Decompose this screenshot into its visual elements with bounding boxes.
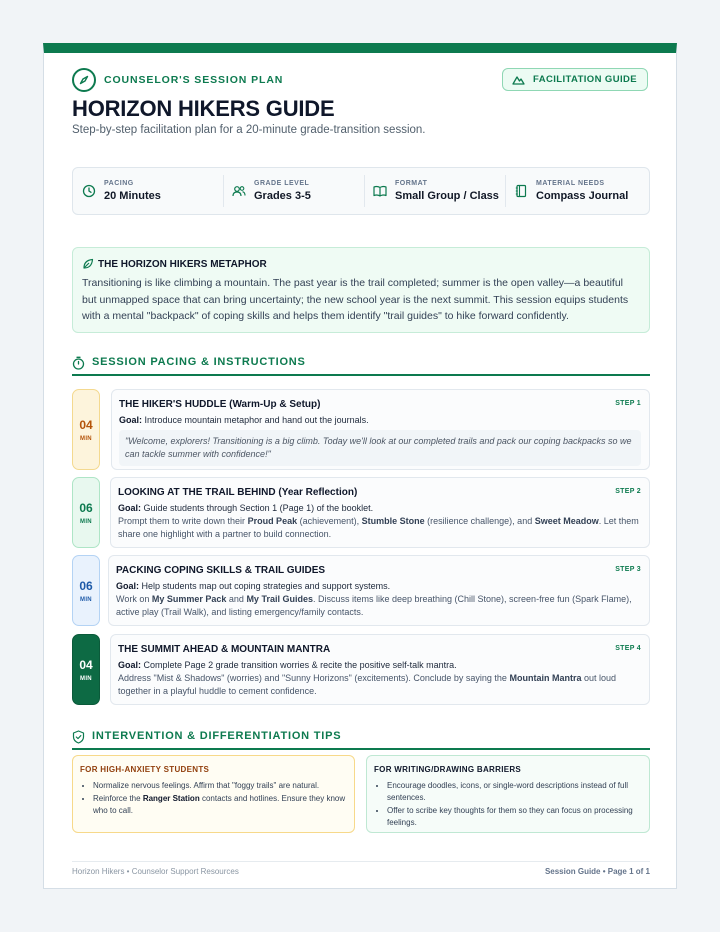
page-subtitle: Step-by-step facilitation plan for a 20-minute grade-transition session. [72,124,426,136]
facilitation-guide-badge [502,68,648,91]
notebook-icon [514,184,528,198]
compass-logo-icon [72,68,96,92]
goal-label: Goal: [118,660,142,670]
step-1 [72,389,650,470]
stat-label: FORMAT [395,180,428,187]
step-tag: STEP 4 [615,645,641,652]
tip-text: Reinforce the [93,794,143,803]
step-card [111,389,650,470]
goal-label: Goal: [116,581,140,591]
step-title: THE HIKER'S HUDDLE (Warm-Up & Setup) [119,399,321,410]
stat-label: MATERIAL NEEDS [536,180,605,187]
metaphor-text: Transitioning is like climbing a mountain. The past year is the trail completed; summer is the open valley—a beautiful but unmapped space that can bring uncertainty; the new school year is the next summit. This session equips students with a mental "backpack" of coping skills and helps them identify "trail guides" to hike forward confidently. [82,277,629,322]
clock-icon [82,184,96,198]
stat-value: Grades 3-5 [254,190,311,202]
stat-format [364,168,505,214]
stat-value: Small Group / Class [395,190,499,202]
step-minutes-label: MIN [80,518,92,525]
body-text: . Let them share one highlight with a partner to build connection. [118,516,639,539]
step-card [110,477,650,548]
stat-material-needs [505,168,649,214]
section-title: SESSION PACING & INSTRUCTIONS [92,356,306,368]
step-minutes: 04 [79,417,93,432]
step-tag: STEP 3 [615,566,641,573]
metaphor-heading [82,258,639,270]
step-4 [72,634,650,705]
step-card [108,555,650,626]
tips-section-heading [72,730,650,750]
step-minutes-label: MIN [80,675,92,682]
step-tag: STEP 1 [615,400,641,407]
step-minutes: 04 [79,657,93,672]
body-text: Address "Mist & Shadows" (worries) and "Sunny Horizons" (excitements). Conclude by saying the [118,673,510,683]
tip-item: • Offer to scribe key thoughts for them so they can focus on processing feelings. [387,805,641,829]
step-duration-badge [72,555,100,626]
step-minutes-label: MIN [80,596,92,603]
goal-text: Complete Page 2 grade transition worries & recite the positive self-talk mantra. [143,660,457,670]
tip-emphasis: Ranger Station [142,794,200,803]
stopwatch-icon [72,356,85,370]
tip-item [93,793,346,817]
step-minutes: 06 [79,500,93,515]
step-title: PACKING COPING SKILLS & TRAIL GUIDES [116,565,326,576]
page-footer [72,861,650,876]
brand-label: COUNSELOR'S SESSION PLAN [104,74,284,86]
body-text: . Discuss items like deep breathing (Chill Stone), screen-free fun (Spark Flame), active play (Trail Walk), and listing emergency/family contacts. [116,594,632,617]
step-script-quote: "Welcome, explorers! Transitioning is a big climb. Today we'll look at our completed trails and pack our coping backpacks so we can tackle summer with confidence!" [119,430,641,466]
stat-label: GRADE LEVEL [254,180,310,187]
step-2 [72,477,650,548]
leaf-icon [82,258,94,270]
step-goal [119,415,641,425]
body-emphasis: Sweet Meadow [534,516,599,526]
step-goal [116,581,641,591]
body-emphasis: Stumble Stone [361,516,425,526]
step-duration-badge [72,389,100,470]
tip-list [374,780,641,829]
tip-item: • Normalize nervous feelings. Affirm that "foggy trails" are natural. [93,780,346,792]
session-stats [72,167,650,215]
body-emphasis: My Trail Guides [246,594,313,604]
tip-high-anxiety [72,755,355,833]
body-text: out loud together in a playful huddle to cement confidence. [118,673,616,696]
body-emphasis: Mountain Mantra [509,673,582,683]
mountain-icon [512,74,525,85]
tip-list [80,780,346,817]
badge-label: FACILITATION GUIDE [533,74,637,85]
step-body [118,672,641,698]
step-minutes-label: MIN [80,435,92,442]
step-body [118,515,641,541]
step-duration-badge [72,634,100,705]
metaphor-title: THE HORIZON HIKERS METAPHOR [98,258,267,270]
step-title: THE SUMMIT AHEAD & MOUNTAIN MANTRA [118,644,331,655]
session-plan-page [43,43,677,889]
goal-text: Help students map out coping strategies and support systems. [141,581,391,591]
section-title: INTERVENTION & DIFFERENTIATION TIPS [92,730,342,742]
stat-grade-level [223,168,364,214]
step-title: LOOKING AT THE TRAIL BEHIND (Year Reflection) [118,487,358,498]
stat-pacing [73,168,223,214]
body-text: (resilience challenge), and [424,516,535,526]
body-emphasis: My Summer Pack [151,594,227,604]
tip-title: FOR HIGH-ANXIETY STUDENTS [80,765,210,774]
shield-check-icon [72,730,85,744]
metaphor-callout [72,247,650,333]
step-tag: STEP 2 [615,488,641,495]
step-card [110,634,650,705]
step-goal [118,503,641,513]
stat-label: PACING [104,180,134,187]
step-3 [72,555,650,626]
body-text: and [226,594,247,604]
step-duration-badge [72,477,100,548]
body-text: Work on [116,594,152,604]
page-title: HORIZON HIKERS GUIDE [72,96,335,121]
tip-title: FOR WRITING/DRAWING BARRIERS [374,765,522,774]
tip-text: contacts and hotlines. Ensure they know who to call. [93,794,346,815]
body-text: (achievement), [297,516,362,526]
stat-value: Compass Journal [536,190,629,202]
tip-item: • Encourage doodles, icons, or single-word descriptions instead of full sentences. [387,780,641,804]
footer-page-number: Session Guide • Page 1 of 1 [544,867,650,876]
goal-label: Goal: [119,415,143,425]
brand-row [72,68,283,92]
book-open-icon [373,184,387,198]
tip-writing-barriers [366,755,650,833]
goal-text: Guide students through Section 1 (Page 1) of the booklet. [143,503,374,513]
step-minutes: 06 [79,578,93,593]
body-text: Prompt them to write down their [118,516,248,526]
footer-source: Horizon Hikers • Counselor Support Resources [72,867,239,876]
step-goal [118,660,641,670]
body-emphasis: Proud Peak [247,516,298,526]
goal-label: Goal: [118,503,142,513]
step-body [116,593,641,619]
stat-value: 20 Minutes [104,190,161,202]
users-icon [232,184,246,198]
pacing-section-heading [72,356,650,376]
goal-text: Introduce mountain metaphor and hand out the journals. [144,415,369,425]
